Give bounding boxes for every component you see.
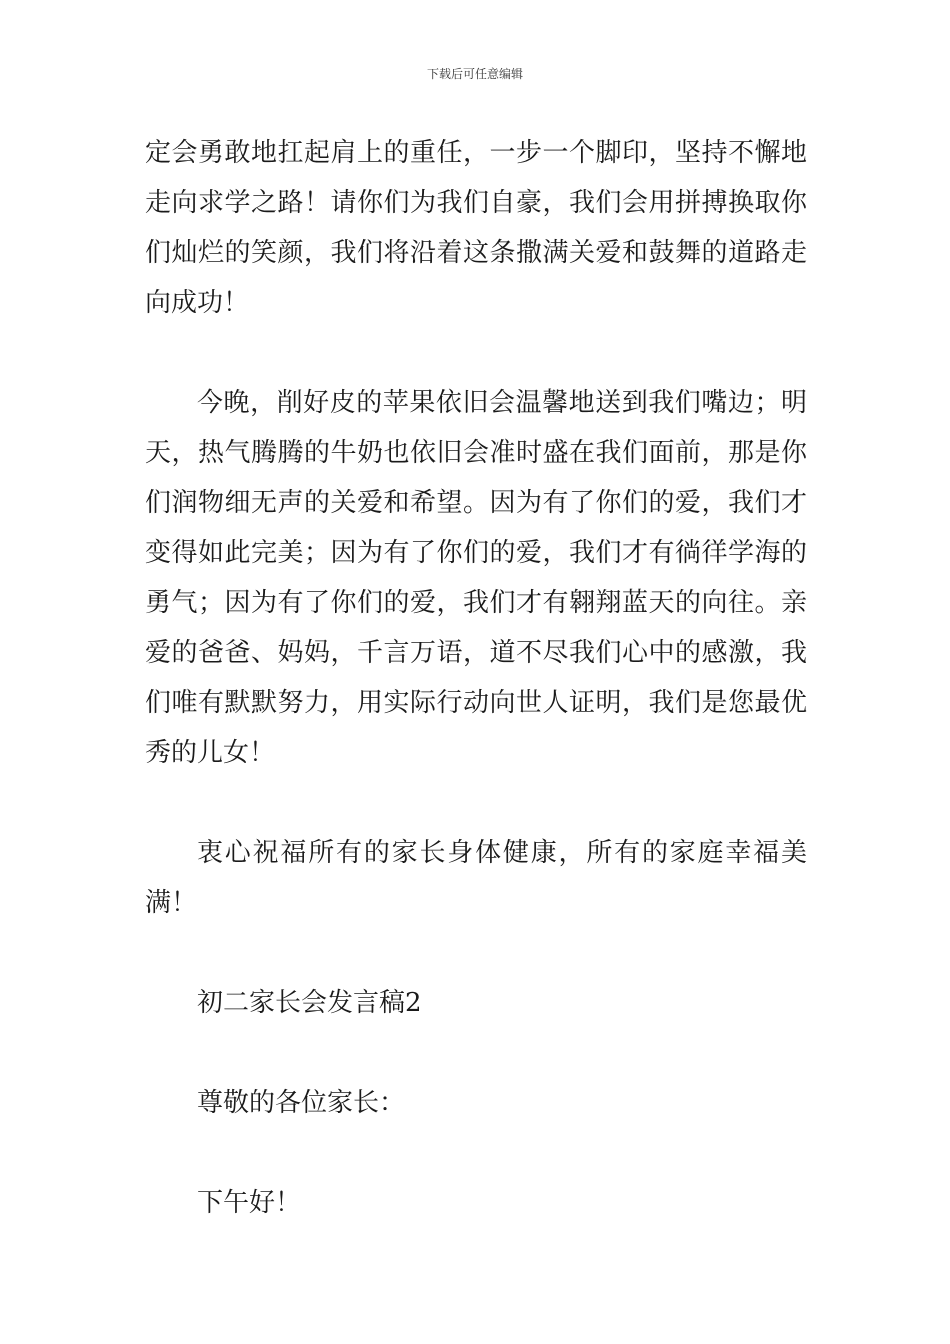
salutation: 尊敬的各位家长： <box>197 1088 406 1118</box>
greeting: 下午好！ <box>197 1188 302 1218</box>
paragraph-blessing: 衷心祝福所有的家长身体健康，所有的家庭幸福美满！ <box>145 838 807 918</box>
document-body <box>145 128 807 1228</box>
paragraph-continuation: 定会勇敢地扛起肩上的重任，一步一个脚印，坚持不懈地走向求学之路！请你们为我们自豪，我们会用拼搏换取你们灿烂的笑颜，我们将沿着这条撒满关爱和鼓舞的道路走向成功！ <box>145 138 807 318</box>
page-header: 下载后可任意编辑 <box>426 67 523 81</box>
section-title: 初二家长会发言稿2 <box>197 988 422 1018</box>
paragraph-gratitude: 今晚，削好皮的苹果依旧会温馨地送到我们嘴边；明天，热气腾腾的牛奶也依旧会准时盛在我们面前，那是你们润物细无声的关爱和希望。因为有了你们的爱，我们才变得如此完美；因为有了你们的爱，我们才有徜徉学海的勇气；因为有了你们的爱，我们才有翱翔蓝天的向往。亲爱的爸爸、妈妈，千言万语，道不尽我们心中的感激，我们唯有默默努力，用实际行动向世人证明，我们是您最优秀的儿女！ <box>145 388 807 768</box>
